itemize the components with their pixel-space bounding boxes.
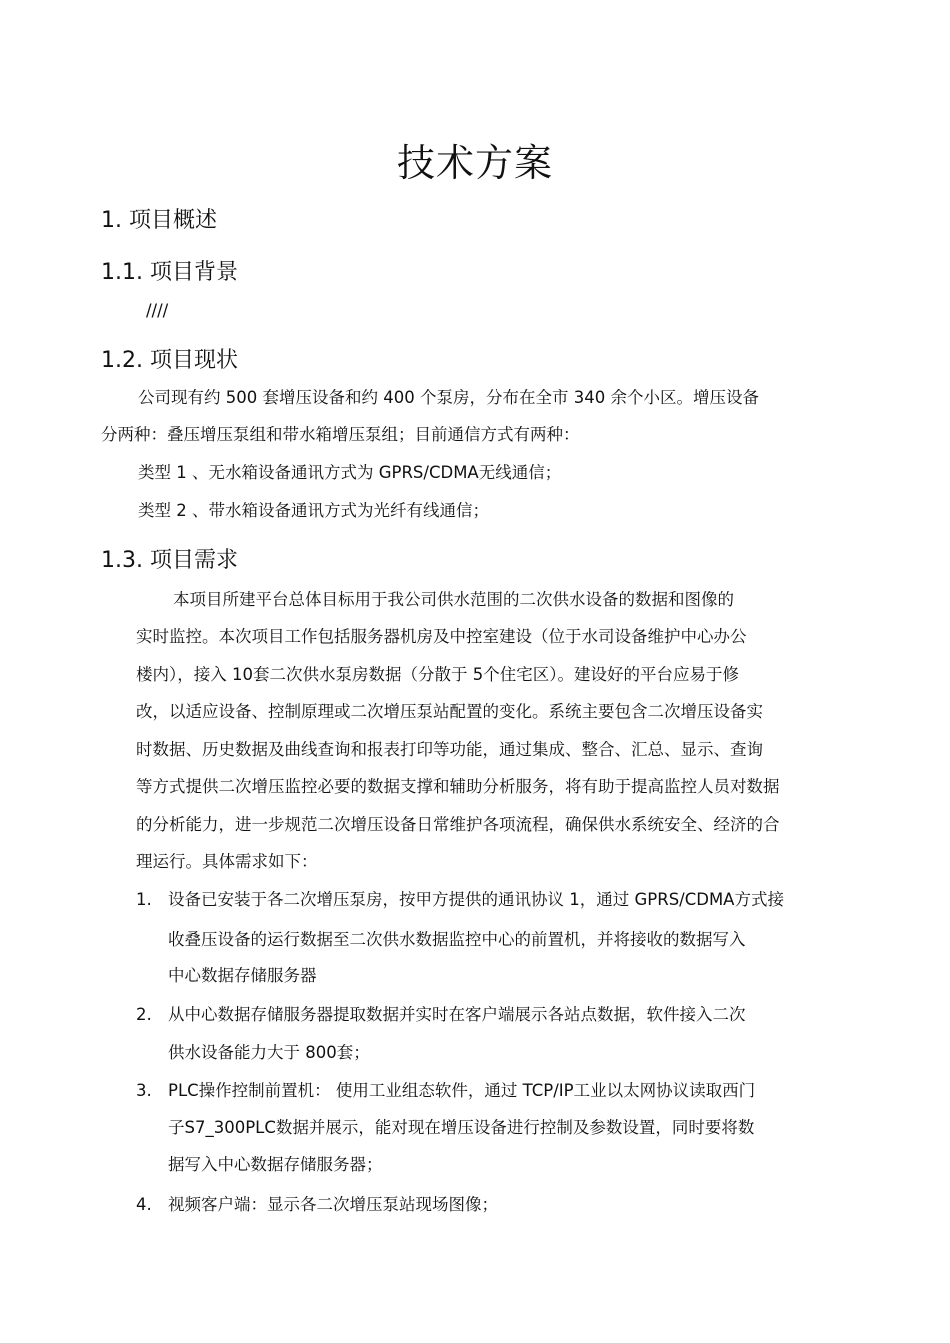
- section-1-1-body: ////: [146, 301, 169, 320]
- section-1-2-line-1: 公司现有约 500 套增压设备和约 400 个泵房，分布在全市 340 余个小区。增压设备: [138, 388, 759, 407]
- list-item-line: PLC操作控制前置机： 使用工业组态软件，通过 TCP/IP工业以太网协议读取西门: [168, 1081, 756, 1100]
- list-item-line: 据写入中心数据存储服务器；: [168, 1155, 383, 1174]
- list-item-number: 4.: [136, 1195, 152, 1214]
- list-item-line: 收叠压设备的运行数据至二次供水数据监控中心的前置机，并将接收的数据写入: [168, 930, 746, 949]
- section-1-2-line-2: 分两种：叠压增压泵组和带水箱增压泵组；目前通信方式有两种：: [101, 425, 580, 444]
- list-item-line: 供水设备能力大于 800套；: [168, 1043, 370, 1062]
- section-heading-1: 1. 项目概述: [101, 208, 217, 233]
- section-heading-1-1: 1.1. 项目背景: [101, 260, 238, 285]
- list-item-number: 1.: [136, 890, 152, 909]
- requirement-paragraph-line: 实时监控。本次项目工作包括服务器机房及中控室建设（位于水司设备维护中心办公: [136, 627, 747, 646]
- requirement-paragraph-line: 时数据、历史数据及曲线查询和报表打印等功能，通过集成、整合、汇总、显示、查询: [136, 740, 763, 759]
- section-1-2-type-2: 类型 2 、带水箱设备通讯方式为光纤有线通信；: [138, 501, 489, 520]
- requirement-paragraph-line: 理运行。具体需求如下：: [136, 852, 318, 871]
- list-item-line: 从中心数据存储服务器提取数据并实时在客户端展示各站点数据，软件接入二次: [168, 1005, 746, 1024]
- requirement-paragraph-line: 改，以适应设备、控制原理或二次增压泵站配置的变化。系统主要包含二次增压设备实: [136, 702, 763, 721]
- section-heading-1-2: 1.2. 项目现状: [101, 348, 238, 373]
- list-item-line: 中心数据存储服务器: [168, 966, 317, 985]
- list-item-line: 子S7_300PLC数据并展示，能对现在增压设备进行控制及参数设置，同时要将数: [168, 1118, 755, 1137]
- list-item-number: 3.: [136, 1081, 152, 1100]
- list-item-number: 2.: [136, 1005, 152, 1024]
- section-1-2-type-1: 类型 1 、无水箱设备通讯方式为 GPRS/CDMA无线通信；: [138, 463, 562, 482]
- list-item-line: 设备已安装于各二次增压泵房，按甲方提供的通讯协议 1，通过 GPRS/CDMA方式接: [168, 890, 784, 909]
- requirement-paragraph-line: 等方式提供二次增压监控必要的数据支撑和辅助分析服务，将有助于提高监控人员对数据: [136, 777, 780, 796]
- requirement-paragraph-line: 的分析能力，进一步规范二次增压设备日常维护各项流程，确保供水系统安全、经济的合: [136, 815, 780, 834]
- list-item-line: 视频客户端：显示各二次增压泵站现场图像；: [168, 1195, 498, 1214]
- section-heading-1-3: 1.3. 项目需求: [101, 548, 238, 573]
- document-title: 技术方案: [396, 141, 553, 185]
- requirement-paragraph-line: 楼内），接入 10套二次供水泵房数据（分散于 5个住宅区）。建设好的平台应易于修: [136, 665, 739, 684]
- requirement-paragraph-line: 本项目所建平台总体目标用于我公司供水范围的二次供水设备的数据和图像的: [173, 590, 734, 609]
